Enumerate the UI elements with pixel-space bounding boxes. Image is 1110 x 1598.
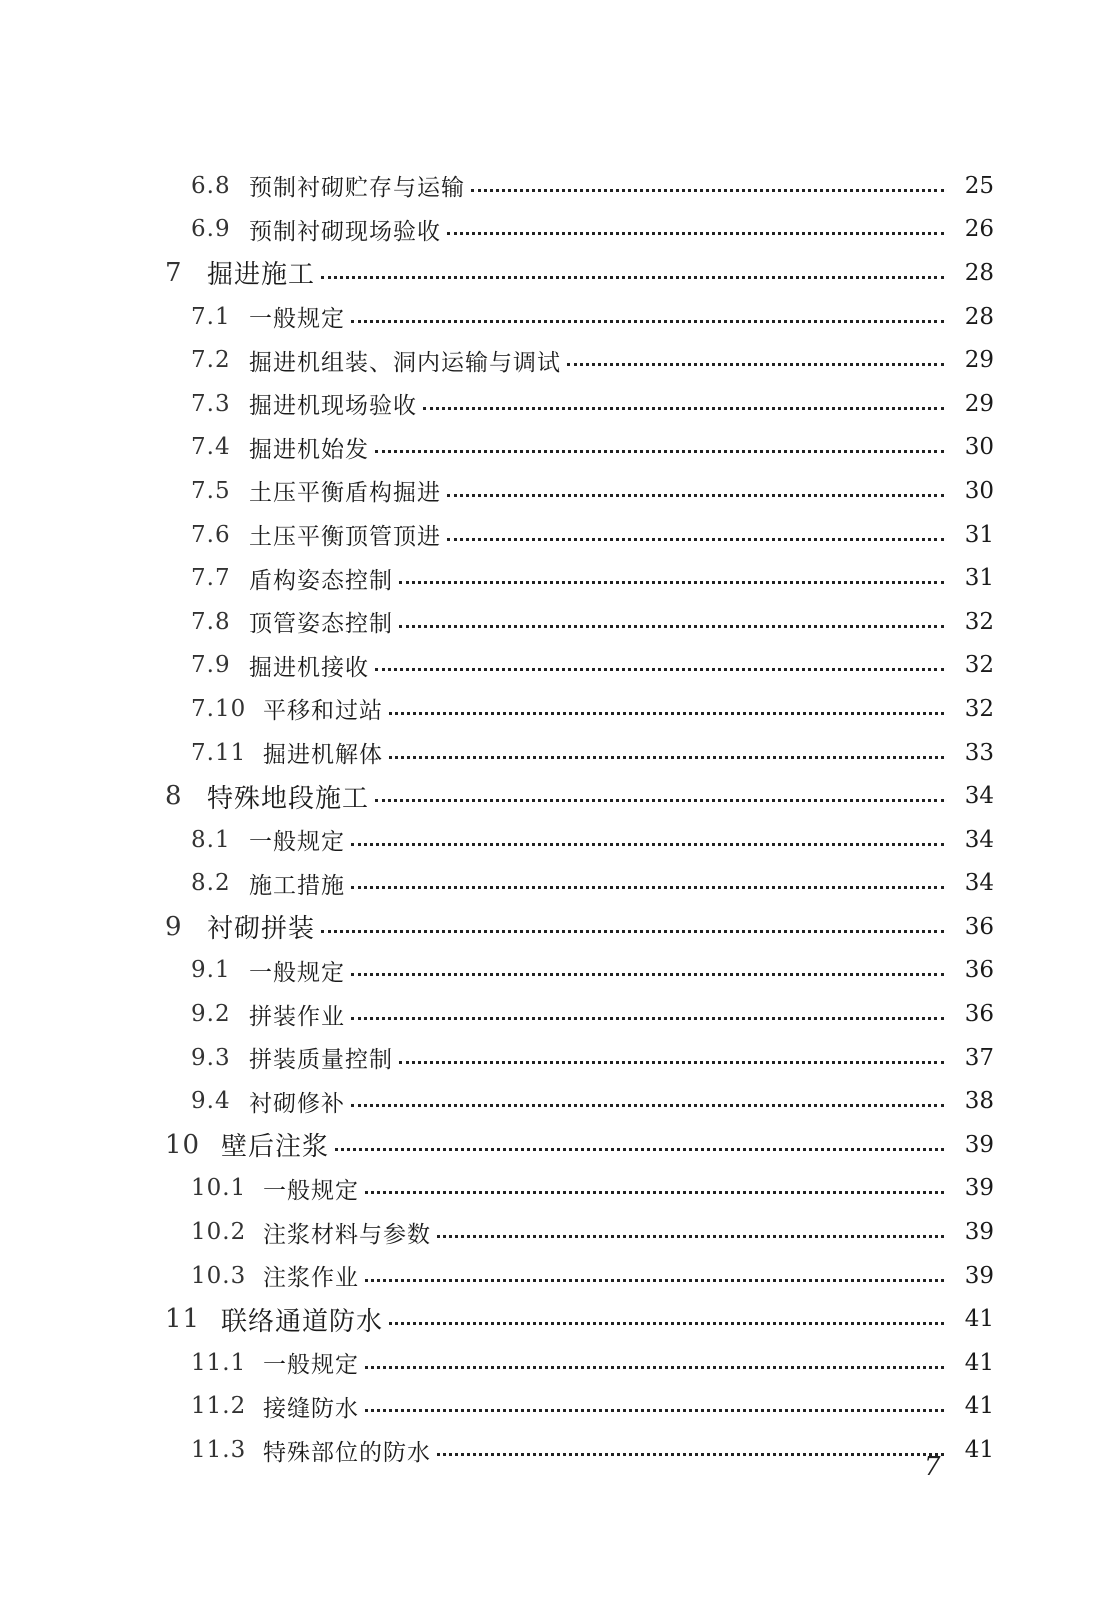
toc-entry-page: 31 (964, 565, 994, 592)
toc-entry-number: 10.3 (191, 1262, 247, 1289)
toc-entry-page: 28 (964, 303, 994, 330)
toc-entry-page: 39 (964, 1219, 994, 1246)
toc-entry-title: 一般规定 (249, 959, 345, 986)
toc-section-entry[interactable] (0, 208, 1110, 252)
toc-dot-leader (335, 1147, 944, 1151)
toc-dot-leader (389, 1321, 944, 1325)
toc-entry-number: 7.4 (191, 434, 231, 461)
toc-entry-page: 36 (964, 913, 994, 940)
toc-dot-leader (365, 1365, 944, 1369)
toc-entry-number: 7.2 (191, 347, 231, 374)
toc-entry-title: 一般规定 (263, 1352, 359, 1379)
toc-entry-page: 36 (964, 957, 994, 984)
toc-entry-number: 8 (165, 781, 183, 812)
toc-entry-page: 38 (964, 1088, 994, 1115)
toc-dot-leader (447, 231, 944, 235)
toc-entry-title: 壁后注浆 (221, 1132, 330, 1163)
toc-entry-number: 7.5 (191, 477, 231, 504)
toc-dot-leader (437, 1452, 944, 1456)
toc-entry-title: 平移和过站 (263, 698, 383, 725)
toc-entry-page: 28 (964, 259, 994, 286)
toc-section-entry[interactable] (0, 1079, 1110, 1123)
toc-section-entry[interactable] (0, 556, 1110, 600)
toc-entry-page: 32 (964, 608, 994, 635)
toc-entry-number: 7.9 (191, 652, 231, 679)
toc-dot-leader (389, 711, 944, 715)
toc-entry-title: 衬砌修补 (249, 1090, 345, 1117)
toc-section-entry[interactable] (0, 1385, 1110, 1429)
toc-chapter-entry[interactable] (0, 905, 1110, 949)
toc-dot-leader (365, 1190, 944, 1194)
toc-section-entry[interactable] (0, 949, 1110, 993)
toc-entry-number: 11.2 (191, 1393, 247, 1420)
toc-dot-leader (321, 275, 944, 279)
toc-entry-number: 9.4 (191, 1088, 231, 1115)
toc-entry-title: 接缝防水 (263, 1395, 359, 1422)
toc-entry-number: 7.6 (191, 521, 231, 548)
toc-dot-leader (567, 362, 944, 366)
toc-entry-page: 41 (964, 1306, 994, 1333)
toc-entry-number: 8.1 (191, 826, 231, 853)
toc-entry-title: 顶管姿态控制 (249, 611, 393, 638)
toc-entry-title: 掘进机解体 (263, 742, 383, 769)
toc-section-entry[interactable] (0, 687, 1110, 731)
toc-entry-page: 34 (964, 783, 994, 810)
toc-dot-leader (351, 842, 944, 846)
toc-dot-leader (399, 624, 944, 628)
toc-entry-page: 31 (964, 521, 994, 548)
toc-entry-title: 掘进机始发 (249, 436, 369, 463)
toc-dot-leader (321, 929, 944, 933)
toc-section-entry[interactable] (0, 469, 1110, 513)
toc-entry-page: 33 (964, 739, 994, 766)
toc-entry-title: 拼装作业 (249, 1003, 345, 1030)
toc-section-entry[interactable] (0, 1341, 1110, 1385)
toc-entry-number: 7.1 (191, 303, 231, 330)
toc-chapter-entry[interactable] (0, 1123, 1110, 1167)
toc-entry-title: 预制衬砌贮存与运输 (249, 175, 465, 202)
page-number: 7 (924, 1452, 941, 1482)
toc-entry-title: 掘进机现场验收 (249, 393, 417, 420)
toc-dot-leader (351, 1016, 944, 1020)
toc-section-entry[interactable] (0, 1254, 1110, 1298)
toc-entry-title: 一般规定 (263, 1177, 359, 1204)
toc-section-entry[interactable] (0, 731, 1110, 775)
toc-entry-number: 9.2 (191, 1001, 231, 1028)
toc-entry-number: 9 (165, 911, 183, 942)
toc-dot-leader (471, 188, 944, 192)
toc-entry-page: 29 (964, 347, 994, 374)
toc-section-entry[interactable] (0, 295, 1110, 339)
toc-entry-title: 掘进施工 (207, 260, 316, 291)
toc-entry-title: 一般规定 (249, 306, 345, 333)
toc-entry-number: 9.3 (191, 1044, 231, 1071)
toc-entry-title: 注浆作业 (263, 1265, 359, 1292)
toc-entry-title: 预制衬砌现场验收 (249, 218, 441, 245)
toc-entry-title: 盾构姿态控制 (249, 567, 393, 594)
toc-entry-page: 39 (964, 1262, 994, 1289)
toc-entry-page: 34 (964, 870, 994, 897)
toc-entry-number: 9.1 (191, 957, 231, 984)
toc-entry-page: 30 (964, 477, 994, 504)
toc-dot-leader (423, 406, 944, 410)
toc-dot-leader (375, 449, 944, 453)
toc-entry-page: 41 (964, 1393, 994, 1420)
toc-dot-leader (399, 1060, 944, 1064)
toc-section-entry[interactable] (0, 1428, 1110, 1472)
toc-dot-leader (399, 580, 944, 584)
toc-section-entry[interactable] (0, 1036, 1110, 1080)
toc-section-entry[interactable] (0, 513, 1110, 557)
toc-entry-number: 6.9 (191, 216, 231, 243)
toc-chapter-entry[interactable] (0, 1297, 1110, 1341)
toc-entry-title: 土压平衡盾构掘进 (249, 480, 441, 507)
toc-entry-title: 一般规定 (249, 829, 345, 856)
toc-entry-title: 掘进机接收 (249, 654, 369, 681)
toc-entry-title: 掘进机组装、洞内运输与调试 (249, 349, 561, 376)
toc-section-entry[interactable] (0, 426, 1110, 470)
toc-dot-leader (389, 755, 944, 759)
toc-section-entry[interactable] (0, 1167, 1110, 1211)
toc-entry-page: 32 (964, 652, 994, 679)
toc-entry-page: 41 (964, 1349, 994, 1376)
toc-entry-page: 41 (964, 1437, 994, 1464)
table-of-contents (0, 164, 1110, 1472)
toc-entry-title: 拼装质量控制 (249, 1047, 393, 1074)
toc-section-entry[interactable] (0, 600, 1110, 644)
toc-entry-page: 30 (964, 434, 994, 461)
toc-entry-number: 7.7 (191, 565, 231, 592)
toc-dot-leader (351, 319, 944, 323)
toc-chapter-entry[interactable] (0, 251, 1110, 295)
toc-entry-title: 施工措施 (249, 872, 345, 899)
toc-entry-page: 39 (964, 1131, 994, 1158)
toc-entry-page: 29 (964, 390, 994, 417)
toc-entry-number: 11.3 (191, 1437, 247, 1464)
toc-entry-title: 土压平衡顶管顶进 (249, 524, 441, 551)
toc-entry-page: 36 (964, 1001, 994, 1028)
toc-dot-leader (351, 885, 944, 889)
toc-entry-number: 7.8 (191, 608, 231, 635)
toc-dot-leader (365, 1408, 944, 1412)
toc-dot-leader (447, 537, 944, 541)
toc-section-entry[interactable] (0, 1210, 1110, 1254)
toc-entry-number: 10.2 (191, 1219, 247, 1246)
toc-dot-leader (375, 667, 944, 671)
toc-section-entry[interactable] (0, 164, 1110, 208)
toc-entry-number: 10.1 (191, 1175, 247, 1202)
toc-entry-page: 26 (964, 216, 994, 243)
toc-entry-page: 39 (964, 1175, 994, 1202)
toc-chapter-entry[interactable] (0, 774, 1110, 818)
toc-entry-number: 7.10 (191, 695, 247, 722)
toc-entry-title: 衬砌拼装 (207, 914, 316, 945)
toc-dot-leader (365, 1278, 944, 1282)
toc-section-entry[interactable] (0, 644, 1110, 688)
toc-entry-page: 37 (964, 1044, 994, 1071)
toc-section-entry[interactable] (0, 338, 1110, 382)
toc-dot-leader (447, 493, 944, 497)
toc-entry-title: 联络通道防水 (221, 1306, 384, 1337)
toc-section-entry[interactable] (0, 382, 1110, 426)
toc-entry-number: 11.1 (191, 1349, 247, 1376)
toc-entry-title: 特殊地段施工 (207, 783, 370, 814)
toc-dot-leader (375, 798, 944, 802)
toc-entry-number: 6.8 (191, 172, 231, 199)
toc-entry-number: 8.2 (191, 870, 231, 897)
toc-entry-number: 10 (165, 1129, 201, 1160)
toc-entry-page: 34 (964, 826, 994, 853)
toc-dot-leader (351, 1103, 944, 1107)
toc-entry-page: 32 (964, 695, 994, 722)
toc-entry-page: 25 (964, 172, 994, 199)
toc-section-entry[interactable] (0, 818, 1110, 862)
toc-section-entry[interactable] (0, 862, 1110, 906)
toc-dot-leader (437, 1234, 944, 1238)
toc-section-entry[interactable] (0, 992, 1110, 1036)
toc-entry-number: 7.11 (191, 739, 247, 766)
toc-entry-title: 特殊部位的防水 (263, 1439, 431, 1466)
toc-dot-leader (351, 972, 944, 976)
toc-entry-number: 11 (165, 1304, 201, 1335)
toc-entry-title: 注浆材料与参数 (263, 1221, 431, 1248)
toc-entry-number: 7 (165, 257, 183, 288)
toc-entry-number: 7.3 (191, 390, 231, 417)
